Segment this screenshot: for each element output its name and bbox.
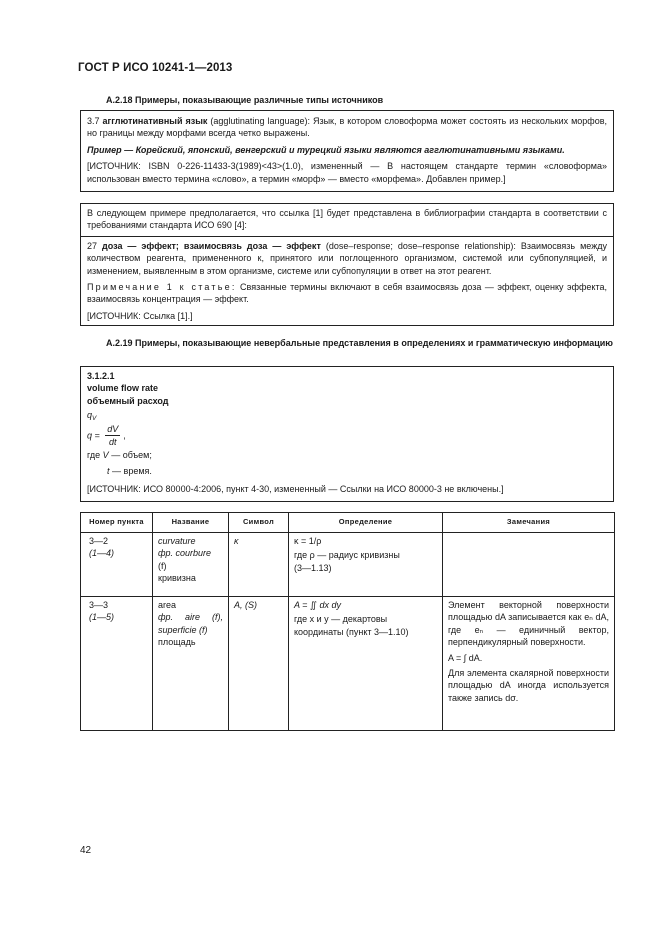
cell-symbol	[229, 533, 289, 597]
name-english: curvature	[158, 536, 196, 546]
symbol-q: q	[87, 410, 93, 421]
where-text-t: — время.	[112, 465, 152, 476]
name-russian: площадь	[158, 637, 196, 648]
note-label: Примечание 1 к статье:	[87, 282, 237, 293]
entry-term: доза — эффект; взаимосвязь доза — эффект	[102, 240, 321, 251]
item-number: 3—2	[89, 536, 109, 546]
entry-formula	[87, 423, 607, 449]
cell-definition	[289, 597, 443, 731]
entry-number: 27	[87, 240, 98, 251]
entry-source: [ИСТОЧНИК: Ссылка [1].]	[87, 310, 193, 321]
section-heading-a218: A.2.18 Примеры, показывающие различные типы источников	[106, 95, 384, 105]
where-symbol-v: V	[102, 450, 109, 461]
entry-term-en: volume flow rate	[87, 383, 159, 394]
name-russian: кривизна	[158, 573, 196, 584]
where-line-v	[87, 449, 607, 461]
name-french: фр. courbure	[158, 548, 212, 559]
remarks-text: Элемент векторной поверхности площадью dA записывается как eₙ dA, где eₙ — единичный вектор, перпендикулярный поверхности.	[448, 600, 609, 648]
example-box-agglutinating	[80, 110, 614, 192]
item-number: 3—3	[89, 600, 109, 610]
page-number: 42	[80, 845, 92, 856]
remarks-formula: A = ∫ dA.	[448, 652, 483, 663]
table-header-cell: Замечания	[443, 513, 615, 533]
entry-number: 3.1.2.1	[87, 371, 115, 381]
definition-text: где x и y — декартовы координаты (пункт 3—1.10)	[294, 614, 409, 637]
cell-remarks	[443, 597, 615, 731]
cell-symbol	[229, 597, 289, 731]
document-header-title: ГОСТ Р ИСО 10241-1—2013	[78, 62, 233, 74]
example-intro: В следующем примере предполагается, что ссылка [1] будет представлена в библиографии стандарта в соответствии с требованиями стандарта ИСО 690 [4]:	[87, 208, 607, 231]
cell-definition	[289, 533, 443, 597]
table-header-cell: Название	[153, 513, 229, 533]
remarks-note: Для элемента скалярной поверхности площадью dA иногда используется также запись dσ.	[448, 668, 609, 703]
definition-formula: A = ∬ dx dy	[294, 600, 342, 610]
entry-term-ru: объемный расход	[87, 395, 169, 406]
symbol-subscript: V	[92, 415, 97, 423]
formula-tail: ,	[123, 429, 126, 440]
table-row	[81, 597, 615, 731]
where-text-v: — объем;	[111, 450, 152, 461]
name-gender: (f)	[158, 560, 167, 571]
formula-fraction	[105, 423, 120, 449]
formula-denominator: dt	[109, 437, 117, 448]
where-symbol-t: t	[107, 465, 110, 476]
entry-note	[87, 281, 607, 306]
item-reference: (1—4)	[89, 548, 115, 559]
entry-source: [ИСТОЧНИК: ISBN 0-226-11433-3(1989)<43>(1.0), измененный — В настоящем стандарте термин «словоформа» использован вместо термина «слово», а термин «морф» — вместо «морфема». Добавлен пример.]	[87, 161, 607, 184]
entry-term: агглютинативный язык	[102, 116, 208, 126]
entry-source: [ИСТОЧНИК: ИСО 80000-4:2006, пункт 4-30, измененный — Ссылки на ИСО 80000-3 не включены.]	[87, 484, 504, 495]
where-line-t	[87, 465, 607, 477]
cell-name	[153, 597, 229, 731]
cell-remarks	[443, 533, 615, 597]
entry-definition	[87, 240, 607, 277]
name-french: фр. aire (f), superficie (f)	[158, 612, 223, 635]
entry-def-text: (agglutinating language): Язык, в котором словоформа может состоять из нескольких морфов, но границы между морфами всегда четко выражены.	[87, 116, 607, 139]
entry-symbol	[87, 409, 607, 421]
table-header-cell: Определение	[289, 513, 443, 533]
symbol-value: κ	[234, 536, 239, 546]
table-header-cell: Символ	[229, 513, 289, 533]
table-header-cell: Номер пункта	[81, 513, 153, 533]
example-box-dose-response	[80, 203, 614, 326]
section-heading-a219: A.2.19 Примеры, показывающие невербальные представления в определениях и грамматическую информацию	[106, 338, 613, 348]
entry-example: Пример — Корейский, японский, венгерский и турецкий языки являются агглютинативными языками.	[87, 144, 565, 155]
symbol-value: A, (S)	[234, 600, 258, 610]
item-reference: (1—5)	[89, 612, 115, 623]
table-header-row	[81, 513, 615, 533]
cell-name	[153, 533, 229, 597]
where-label: где	[87, 450, 101, 461]
definition-reference: (3—1.13)	[294, 562, 332, 573]
definition-formula: κ = 1/ρ	[294, 536, 322, 546]
name-english: area	[158, 600, 177, 610]
entry-number: 3.7	[87, 116, 100, 126]
terms-table	[80, 512, 615, 731]
cell-item-number	[81, 533, 153, 597]
formula-lhs: q =	[87, 429, 100, 440]
entry-definition	[87, 115, 607, 140]
example-box-volume-flow-rate	[80, 366, 614, 502]
formula-numerator: dV	[105, 423, 120, 436]
cell-item-number	[81, 597, 153, 731]
definition-text: где ρ — радиус кривизны	[294, 550, 400, 561]
entry-def-text: (dose–response; dose–response relationship): Взаимосвязь между количеством реагента, примененного к, принятого или поглощенного организмом, системой или субпопуляцией, и изменением, выявленным в этом организме, системе или субпопуляции в ответ на этот реагент.	[87, 240, 607, 276]
note-text: Связанные термины включают в себя взаимосвязь доза — эффект, оценку эффекта, взаимосвязь концентрация — эффект.	[87, 282, 607, 305]
table-row	[81, 533, 615, 597]
